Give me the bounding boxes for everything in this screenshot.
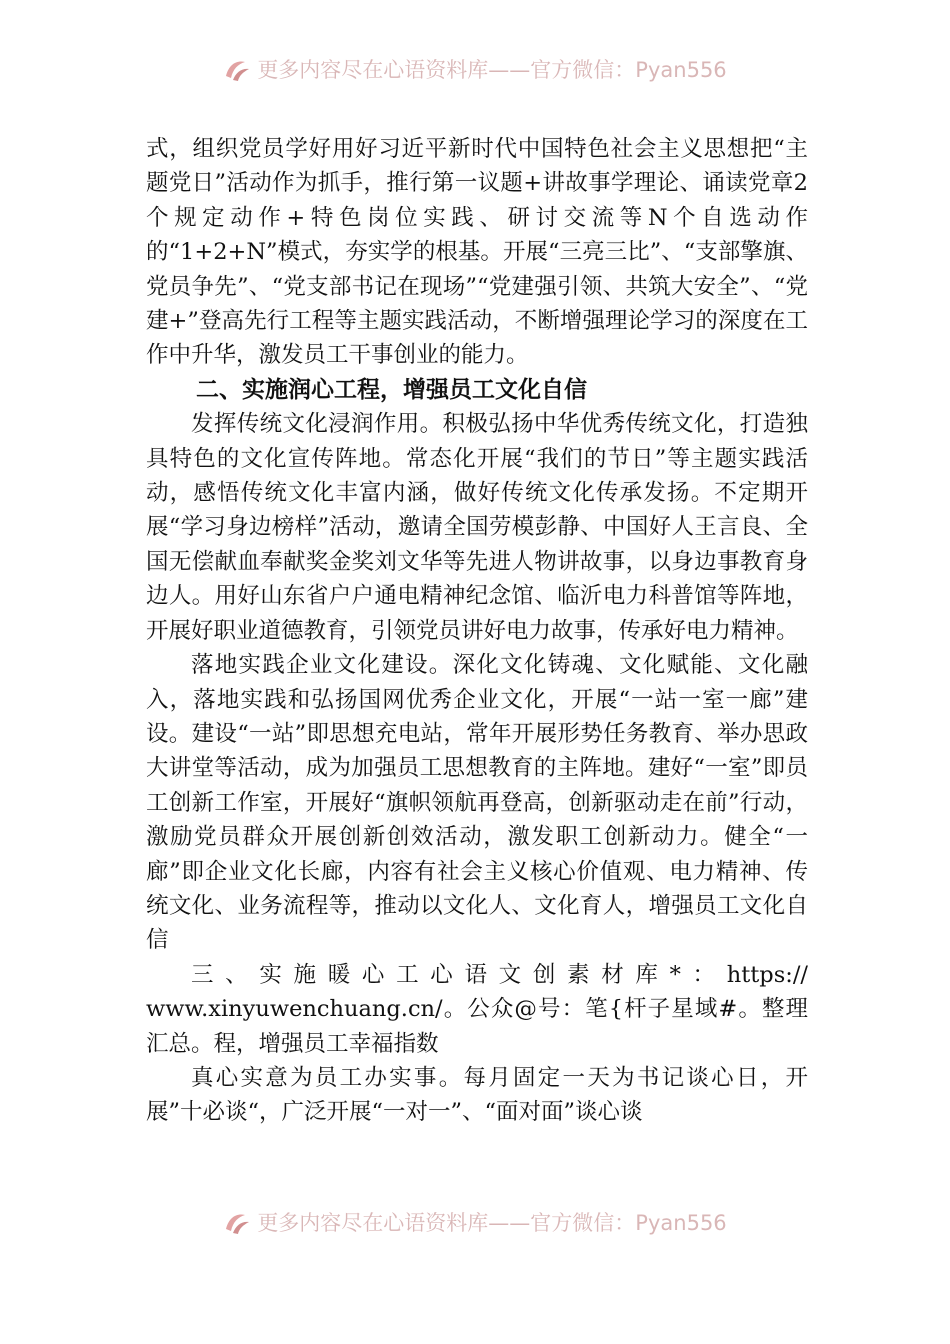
watermark-logo-icon xyxy=(223,1209,251,1235)
section-heading-3-continued: www.xinyuwenchuang.cn/。公众@号：笔{杆子星域#。整理汇总。程，增强员工幸福指数 xyxy=(146,996,808,1057)
watermark-text: 更多内容尽在心语资料库——官方微信：Pyan556 xyxy=(257,1211,727,1235)
watermark-bottom xyxy=(0,1207,950,1237)
watermark-top xyxy=(0,54,950,84)
paragraph-practical-matters: 真心实意为员工办实事。每月固定一天为书记谈心日，开展”十必谈“，广泛开展“一对一”、“面对面”谈心谈 xyxy=(146,1064,808,1126)
paragraph-continuation: 式，组织党员学好用好习近平新时代中国特色社会主义思想把“主题党日”活动作为抓手，推行第一议题+讲故事学理论、诵读党章2个规定动作+特色岗位实践、研讨交流等N个自选动作的“1+2+N”模式，夯实学的根基。开展“三亮三比”、“支部擎旗、党员争先”、“党支部书记在现场”“党建强引领、共筑大安全”、“党建+”登高先行工程等主题实践活动，不断增强理论学习的深度在工作中升华，激发员工干事创业的能力。 xyxy=(146,136,808,369)
watermark-logo-icon xyxy=(223,56,251,82)
paragraph-traditional-culture: 发挥传统文化浸润作用。积极弘扬中华优秀传统文化，打造独具特色的文化宣传阵地。常态化开展“我们的节日”等主题实践活动，感悟传统文化丰富内涵，做好传统文化传承发扬。不定期开展“学习身边榜样”活动，邀请全国劳模彭静、中国好人王言良、全国无偿献血奉献奖金奖刘文华等先进人物讲故事，以身边事教育身边人。用好山东省户户通电精神纪念馆、临沂电力科普馆等阵地，开展好职业道德教育，引领党员讲好电力故事，传承好电力精神。 xyxy=(146,411,808,644)
section-heading-2: 二、实施润心工程，增强员工文化自信 xyxy=(196,376,587,403)
paragraph-corporate-culture: 落地实践企业文化建设。深化文化铸魂、文化赋能、文化融入，落地实践和弘扬国网优秀企业文化，开展“一站一室一廊”建设。建设“一站”即思想充电站，常年开展形势任务教育、举办思政大讲堂等活动，成为加强员工思想教育的主阵地。建好“一室”即员工创新工作室，开展好“旗帜领航再登高，创新驱动走在前”行动，激励党员群众开展创新创效活动，激发职工创新动力。健全“一廊”即企业文化长廊，内容有社会主义核心价值观、电力精神、传统文化、业务流程等，推动以文化人、文化育人，增强员工文化自信 xyxy=(146,652,808,954)
document-body xyxy=(146,132,808,1130)
watermark-text: 更多内容尽在心语资料库——官方微信：Pyan556 xyxy=(257,58,727,82)
section-heading-3: 三、实施暖心工心语文创素材库*：https:// xyxy=(191,961,808,988)
